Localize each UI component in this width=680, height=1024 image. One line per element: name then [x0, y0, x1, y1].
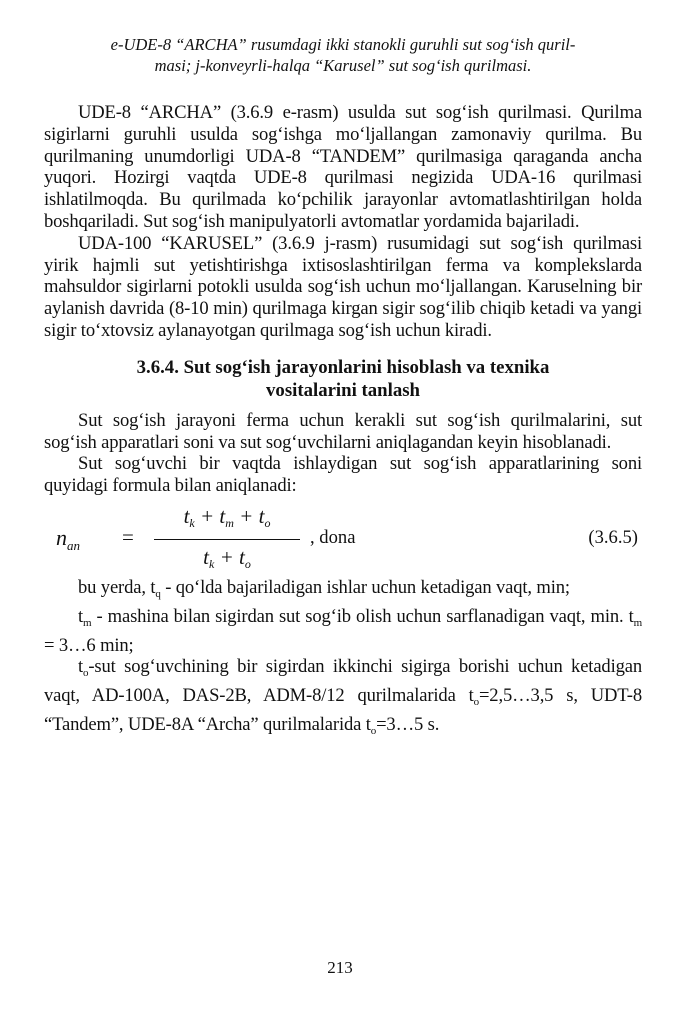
formula-lhs: $n_{an}$	[56, 524, 80, 553]
formula-unit: , dona	[310, 526, 356, 548]
paragraph-calculation: Sut sog‘ish jarayoni ferma uchun kerakli sut sog‘ish qurilmalarini, sut sog‘ish apparatlari soni va sut sog‘uvchilarni aniqlagandan keyin hisoblanadi.	[44, 409, 642, 453]
figure-caption	[44, 34, 642, 76]
caption-line-1: e-UDE-8 “ARCHA” rusumdagi ikki stanokli guruhli sut sog‘ish quril-	[110, 35, 576, 54]
formula-3-6-5	[44, 503, 642, 575]
fraction-bar	[154, 539, 300, 540]
paragraph-karusel: UDA-100 “KARUSEL” (3.6.9 j-rasm) rusumidagi sut sog‘ish qurilmasi yirik hajmli sut yetishtirishga ixtisoslashtirilgan ferma va komplekslarda mahsuldor sigirlarni potokli usulda sog‘ish uchun mo‘ljallangan. Karuselning bir aylanish davrida (8-10 min) qurilmaga kirgan sigir sog‘ilib chiqib ketadi va yangi sigir to‘xtovsiz aylanayotgan qurilmaga sog‘ish uchun kiradi.	[44, 232, 642, 341]
definition-to: $t_o$-sut sog‘uvchining bir sigirdan ikkinchi sigirga borishi uchun ketadigan vaqt, AD-100A, DAS-2B, ADM-8/12 qurilmalarida $t_o=2,5\dots 3,5$ s, UDT-8 “Tandem”, UDE-8A “Archa” qurilmalarida $t_o=3\dots 5$ s.	[44, 656, 642, 737]
page-number: 213	[327, 958, 353, 977]
page-content	[44, 34, 642, 743]
section-heading-line-1: 3.6.4. Sut sog‘ish jarayonlarini hisoblash va texnika	[136, 356, 550, 378]
section-heading-line-2: vositalarini tanlash	[266, 379, 420, 401]
caption-line-2: masi; j-konveyrli-halqa “Karusel” sut sog‘ish qurilmasi.	[154, 56, 532, 75]
formula-fraction	[148, 503, 306, 577]
formula-denominator: $t_k + t_o$	[203, 544, 251, 571]
section-heading	[44, 356, 642, 402]
paragraph-ude8: UDE-8 “ARCHA” (3.6.9 e-rasm) usulda sut sog‘ish qurilmasi. Qurilma sigirlarni guruhli usulda sog‘ishga mo‘ljallangan zamonaviy qurilma. Bu qurilmaning unumdorligi UDA-8 “TANDEM” qurilmasiga qaraganda ancha yuqori. Hozirgi vaqtda UDE-8 qurilmasi negizida UDA-16 qurilmasi ishlatilmoqda. Bu qurilmada ko‘pchilik jarayonlar avtomatlashtirilgan holda boshqariladi. Sut sog‘ish manipulyatorli avtomatlar yordamida bajariladi.	[44, 102, 642, 232]
formula-numerator: $t_k + t_m + t_o$	[183, 503, 271, 530]
formula-number: (3.6.5)	[588, 526, 638, 548]
definition-tm: $t_m$ - mashina bilan sigirdan sut sog‘ib olish uchun sarflanadigan vaqt, min. $t_m$ = 3…6 min;	[44, 605, 642, 656]
definition-tq: bu yerda, $t_q$ - qo‘lda bajariladigan ishlar uchun ketadigan vaqt, min;	[78, 576, 570, 600]
paragraph-formula-intro: Sut sog‘uvchi bir vaqtda ishlaydigan sut sog‘ish apparatlarining soni quyidagi formula bilan aniqlanadi:	[44, 453, 642, 497]
formula-equals: =	[122, 524, 134, 549]
